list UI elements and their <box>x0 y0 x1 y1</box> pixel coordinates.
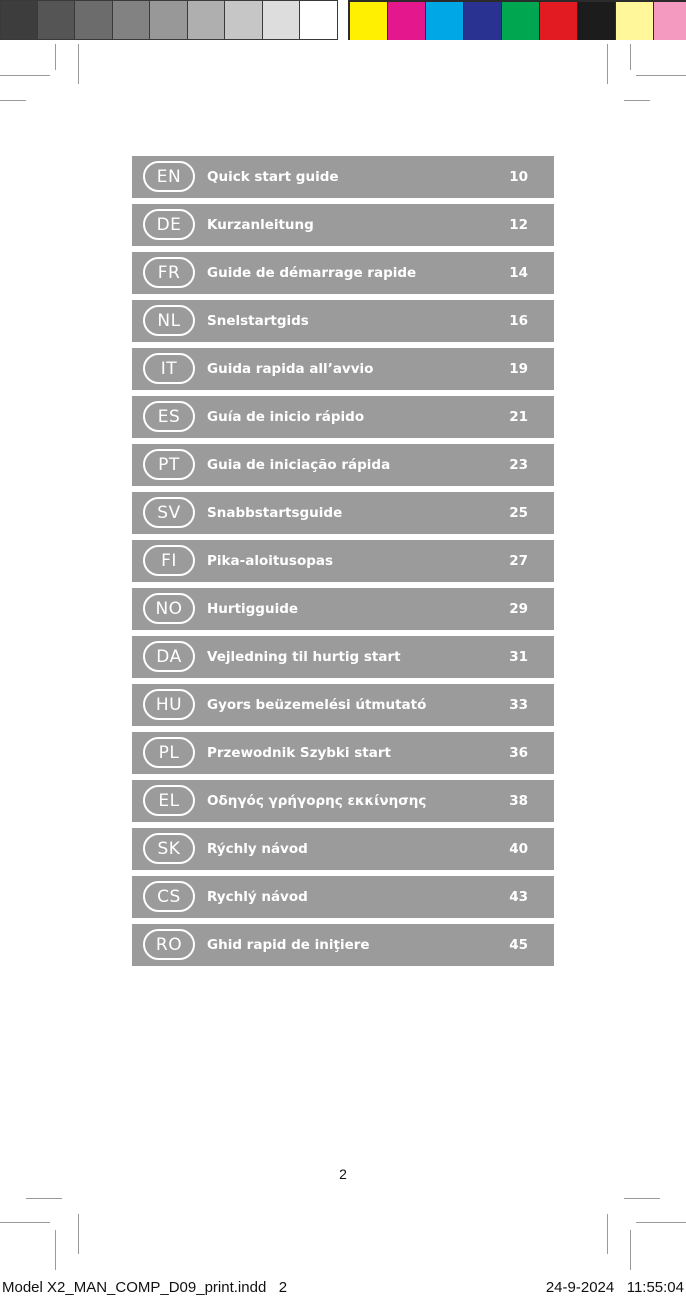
toc-entry-no[interactable] <box>132 588 554 630</box>
toc-entry-page: 29 <box>509 601 528 617</box>
toc-entry-title: Ghid rapid de iniţiere <box>207 937 370 953</box>
color-swatch <box>502 2 540 40</box>
crop-mark <box>0 75 50 76</box>
page-number: 2 <box>339 1166 347 1182</box>
crop-mark <box>26 1198 62 1199</box>
crop-mark <box>55 44 56 70</box>
toc-entry-page: 33 <box>509 697 528 713</box>
toc-entry-title: Gyors beüzemelési útmutató <box>207 697 427 713</box>
toc-entry-title: Snabbstartsguide <box>207 505 343 521</box>
color-swatch <box>654 2 686 40</box>
toc-entry-title: Οδηγός γρήγορης εκκίνησης <box>207 793 427 809</box>
toc-entry-en[interactable] <box>132 156 554 198</box>
toc-entry-title: Guia de iniciação rápida <box>207 457 391 473</box>
language-table-of-contents <box>132 156 554 972</box>
toc-entry-page: 21 <box>509 409 528 425</box>
crop-mark <box>636 75 686 76</box>
toc-entry-page: 31 <box>509 649 528 665</box>
gray-color-bar <box>0 0 338 40</box>
crop-mark <box>78 1214 79 1254</box>
gray-swatch <box>300 0 338 40</box>
toc-entry-cs[interactable] <box>132 876 554 918</box>
toc-entry-title: Vejledning til hurtig start <box>207 649 401 665</box>
crop-mark <box>607 1214 608 1254</box>
language-code-badge: EL <box>143 785 195 816</box>
toc-entry-hu[interactable] <box>132 684 554 726</box>
toc-entry-sk[interactable] <box>132 828 554 870</box>
language-code-badge: PL <box>143 737 195 768</box>
language-code-badge: IT <box>143 353 195 384</box>
crop-mark <box>78 44 79 84</box>
gray-swatch <box>225 0 263 40</box>
gray-swatch <box>38 0 76 40</box>
language-code-badge: DA <box>143 641 195 672</box>
crop-mark <box>636 1222 686 1223</box>
crop-mark <box>630 44 631 70</box>
toc-entry-sv[interactable] <box>132 492 554 534</box>
toc-entry-nl[interactable] <box>132 300 554 342</box>
toc-entry-page: 25 <box>509 505 528 521</box>
language-code-badge: HU <box>143 689 195 720</box>
crop-mark <box>0 1222 50 1223</box>
color-swatch <box>426 2 464 40</box>
language-code-badge: ES <box>143 401 195 432</box>
toc-entry-title: Guía de inicio rápido <box>207 409 365 425</box>
color-swatch <box>616 2 654 40</box>
language-code-badge: PT <box>143 449 195 480</box>
gray-swatch <box>0 0 38 40</box>
language-code-badge: SK <box>143 833 195 864</box>
toc-entry-page: 40 <box>509 841 528 857</box>
language-code-badge: RO <box>143 929 195 960</box>
gray-swatch <box>75 0 113 40</box>
toc-entry-title: Snelstartgids <box>207 313 309 329</box>
language-code-badge: NL <box>143 305 195 336</box>
toc-entry-da[interactable] <box>132 636 554 678</box>
color-swatch <box>464 2 502 40</box>
crop-mark <box>624 100 650 101</box>
color-swatch <box>578 2 616 40</box>
crop-mark <box>607 44 608 84</box>
language-code-badge: EN <box>143 161 195 192</box>
toc-entry-title: Kurzanleitung <box>207 217 314 233</box>
toc-entry-pt[interactable] <box>132 444 554 486</box>
gray-swatch <box>188 0 226 40</box>
toc-entry-page: 19 <box>509 361 528 377</box>
toc-entry-page: 36 <box>509 745 528 761</box>
toc-entry-page: 45 <box>509 937 528 953</box>
language-code-badge: CS <box>143 881 195 912</box>
color-swatch <box>540 2 578 40</box>
crop-mark <box>624 1198 660 1199</box>
gray-swatch <box>263 0 301 40</box>
toc-entry-page: 10 <box>509 169 528 185</box>
toc-entry-pl[interactable] <box>132 732 554 774</box>
toc-entry-page: 38 <box>509 793 528 809</box>
toc-entry-fi[interactable] <box>132 540 554 582</box>
toc-entry-title: Quick start guide <box>207 169 339 185</box>
language-code-badge: DE <box>143 209 195 240</box>
language-code-badge: SV <box>143 497 195 528</box>
toc-entry-fr[interactable] <box>132 252 554 294</box>
toc-entry-title: Guide de démarrage rapide <box>207 265 417 281</box>
language-code-badge: FR <box>143 257 195 288</box>
color-swatch <box>388 2 426 40</box>
toc-entry-page: 16 <box>509 313 528 329</box>
toc-entry-page: 14 <box>509 265 528 281</box>
file-slug: Model X2_MAN_COMP_D09_print.indd 2 <box>2 1279 288 1296</box>
toc-entry-title: Hurtigguide <box>207 601 299 617</box>
toc-entry-title: Pika-aloitusopas <box>207 553 334 569</box>
crop-mark <box>0 100 26 101</box>
toc-entry-es[interactable] <box>132 396 554 438</box>
toc-entry-page: 43 <box>509 889 528 905</box>
print-timestamp: 24-9-2024 11:55:04 <box>545 1279 684 1296</box>
toc-entry-page: 23 <box>509 457 528 473</box>
gray-swatch <box>150 0 188 40</box>
toc-entry-title: Rychlý návod <box>207 889 308 905</box>
toc-entry-it[interactable] <box>132 348 554 390</box>
toc-entry-de[interactable] <box>132 204 554 246</box>
toc-entry-title: Guida rapida all’avvio <box>207 361 374 377</box>
language-code-badge: NO <box>143 593 195 624</box>
toc-entry-page: 12 <box>509 217 528 233</box>
process-color-bar <box>348 0 686 40</box>
gray-swatch <box>113 0 151 40</box>
toc-entry-title: Przewodnik Szybki start <box>207 745 391 761</box>
toc-entry-ro[interactable] <box>132 924 554 966</box>
toc-entry-el[interactable] <box>132 780 554 822</box>
language-code-badge: FI <box>143 545 195 576</box>
toc-entry-page: 27 <box>509 553 528 569</box>
crop-mark <box>630 1230 631 1270</box>
crop-mark <box>55 1230 56 1270</box>
toc-entry-title: Rýchly návod <box>207 841 308 857</box>
color-swatch <box>350 2 388 40</box>
